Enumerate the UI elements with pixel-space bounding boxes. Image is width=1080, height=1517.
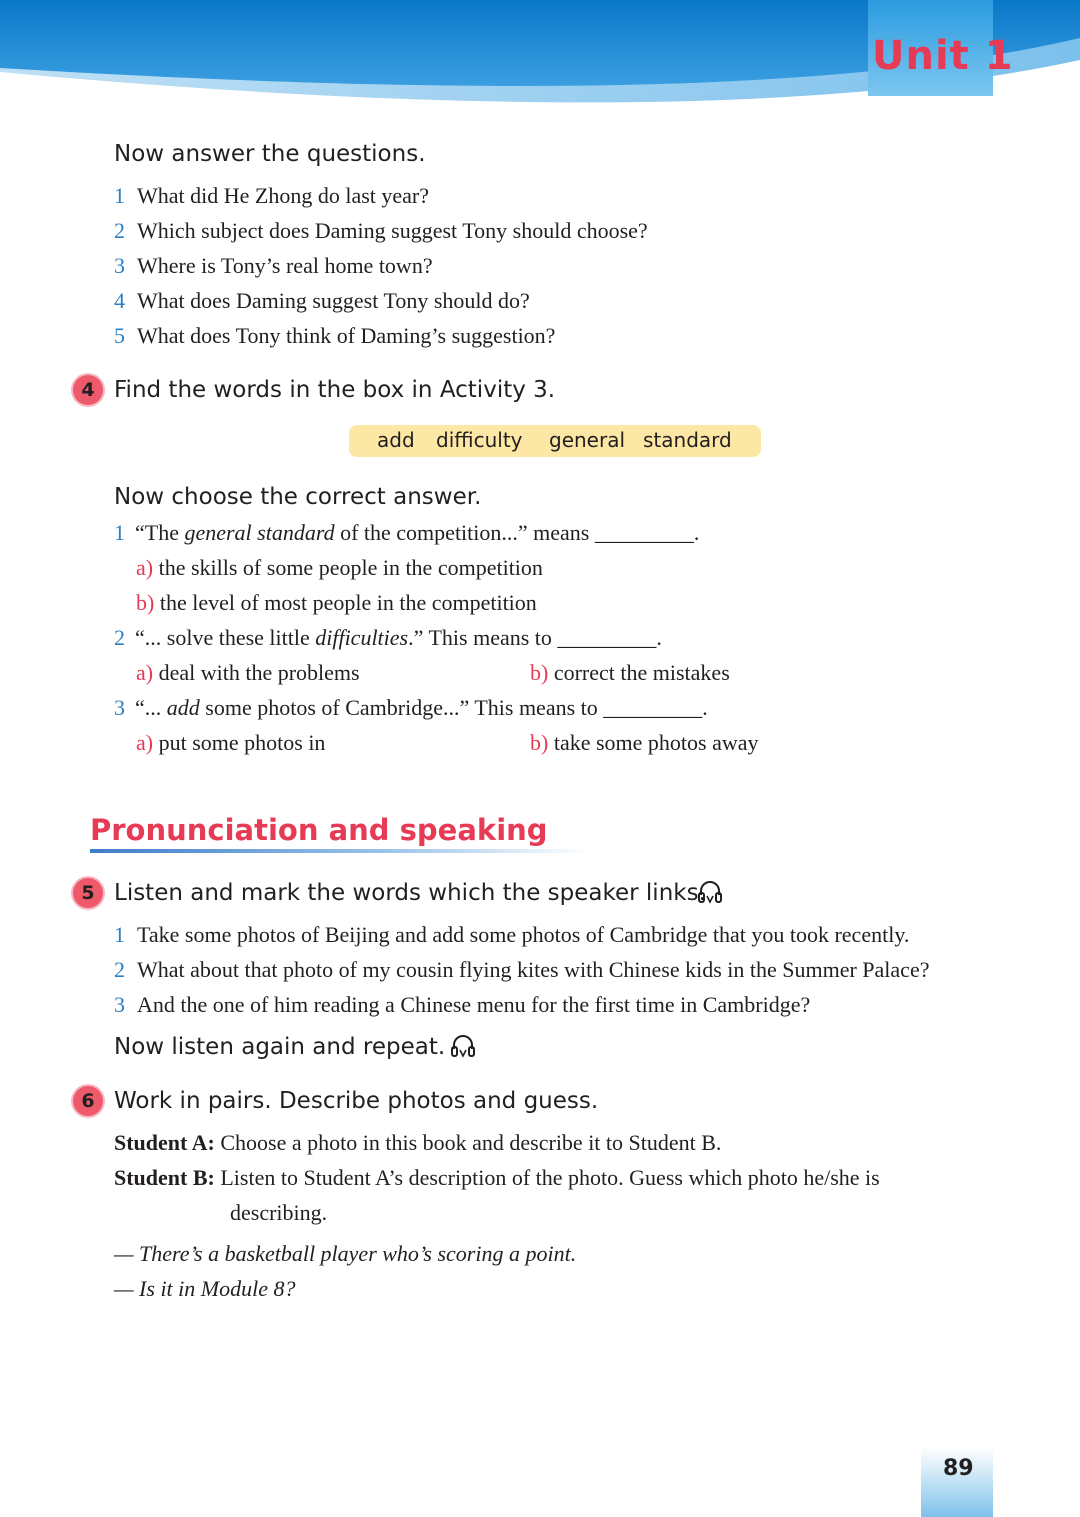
- headphones-icon[interactable]: [697, 878, 723, 906]
- choice-option-a: a) deal with the problems: [136, 660, 360, 685]
- activity5-heading: Listen and mark the words which the speaker links.: [114, 880, 706, 906]
- activity6-heading: Work in pairs. Describe photos and guess.: [114, 1088, 599, 1114]
- choice-option-b: b) the level of most people in the competition: [136, 590, 537, 615]
- answer-questions-heading: Now answer the questions.: [114, 141, 426, 167]
- student-a-instruction: Student A: Choose a photo in this book and describe it to Student B.: [114, 1130, 722, 1155]
- question-number: 3: [114, 253, 125, 278]
- page-number: 89: [943, 1456, 974, 1481]
- activity4-heading: Find the words in the box in Activity 3.: [114, 377, 556, 403]
- question-text: Where is Tony’s real home town?: [137, 253, 433, 278]
- question-number: 4: [114, 288, 125, 313]
- word-box-item: difficulty: [436, 428, 523, 452]
- word-box-item: add: [377, 428, 415, 452]
- choose-answer-heading: Now choose the correct answer.: [114, 484, 482, 510]
- word-box-item: general: [549, 428, 626, 452]
- choice-option-b: b) take some photos away: [530, 730, 759, 755]
- choice-question-number: 2: [114, 625, 125, 650]
- sentence-text: Take some photos of Beijing and add some photos of Cambridge that you took recently.: [137, 922, 910, 947]
- dialogue-line: — Is it in Module 8?: [114, 1276, 296, 1301]
- choice-question-number: 3: [114, 695, 125, 720]
- student-b-instruction: Student B: Listen to Student A’s description of the photo. Guess which photo he/she is: [114, 1165, 880, 1190]
- activity-badge-4: 4: [73, 375, 103, 405]
- choice-option-b: b) correct the mistakes: [530, 660, 730, 685]
- answer-blank: _________.: [557, 625, 662, 650]
- choice-question-number: 1: [114, 520, 125, 545]
- sentence-text: What about that photo of my cousin flying kites with Chinese kids in the Summer Palace?: [137, 957, 930, 982]
- word-box-item: standard: [643, 428, 732, 452]
- unit-label: Unit 1: [872, 33, 1014, 79]
- activity-badge-6: 6: [73, 1086, 103, 1116]
- question-text: Which subject does Daming suggest Tony should choose?: [137, 218, 648, 243]
- section-underline: [90, 849, 590, 853]
- word-box: [349, 425, 761, 457]
- question-text: What does Daming suggest Tony should do?: [137, 288, 530, 313]
- question-number: 5: [114, 323, 125, 348]
- dialogue-line: — There’s a basketball player who’s scoring a point.: [114, 1241, 577, 1266]
- sentence-number: 1: [114, 922, 125, 947]
- choice-option-a: a) the skills of some people in the competition: [136, 555, 543, 580]
- sentence-text: And the one of him reading a Chinese menu for the first time in Cambridge?: [137, 992, 811, 1017]
- sentence-number: 2: [114, 957, 125, 982]
- listen-repeat-heading: Now listen again and repeat.: [114, 1034, 446, 1060]
- choice-option-a: a) put some photos in: [136, 730, 326, 755]
- question-text: What did He Zhong do last year?: [137, 183, 430, 208]
- choice-question: “... add some photos of Cambridge...” This means to _________.: [135, 695, 708, 720]
- question-number: 1: [114, 183, 125, 208]
- choice-question: “... solve these little difficulties.” This means to _________.: [135, 625, 662, 650]
- choice-question: “The general standard of the competition...” means _________.: [135, 520, 700, 545]
- answer-blank: _________.: [594, 520, 700, 545]
- student-b-instruction-cont: describing.: [230, 1200, 328, 1225]
- section-title: Pronunciation and speaking: [90, 813, 548, 847]
- headphones-icon[interactable]: [450, 1032, 476, 1060]
- question-text: What does Tony think of Daming’s suggestion?: [137, 323, 556, 348]
- answer-blank: _________.: [603, 695, 708, 720]
- activity-badge-5: 5: [73, 878, 103, 908]
- sentence-number: 3: [114, 992, 125, 1017]
- question-number: 2: [114, 218, 125, 243]
